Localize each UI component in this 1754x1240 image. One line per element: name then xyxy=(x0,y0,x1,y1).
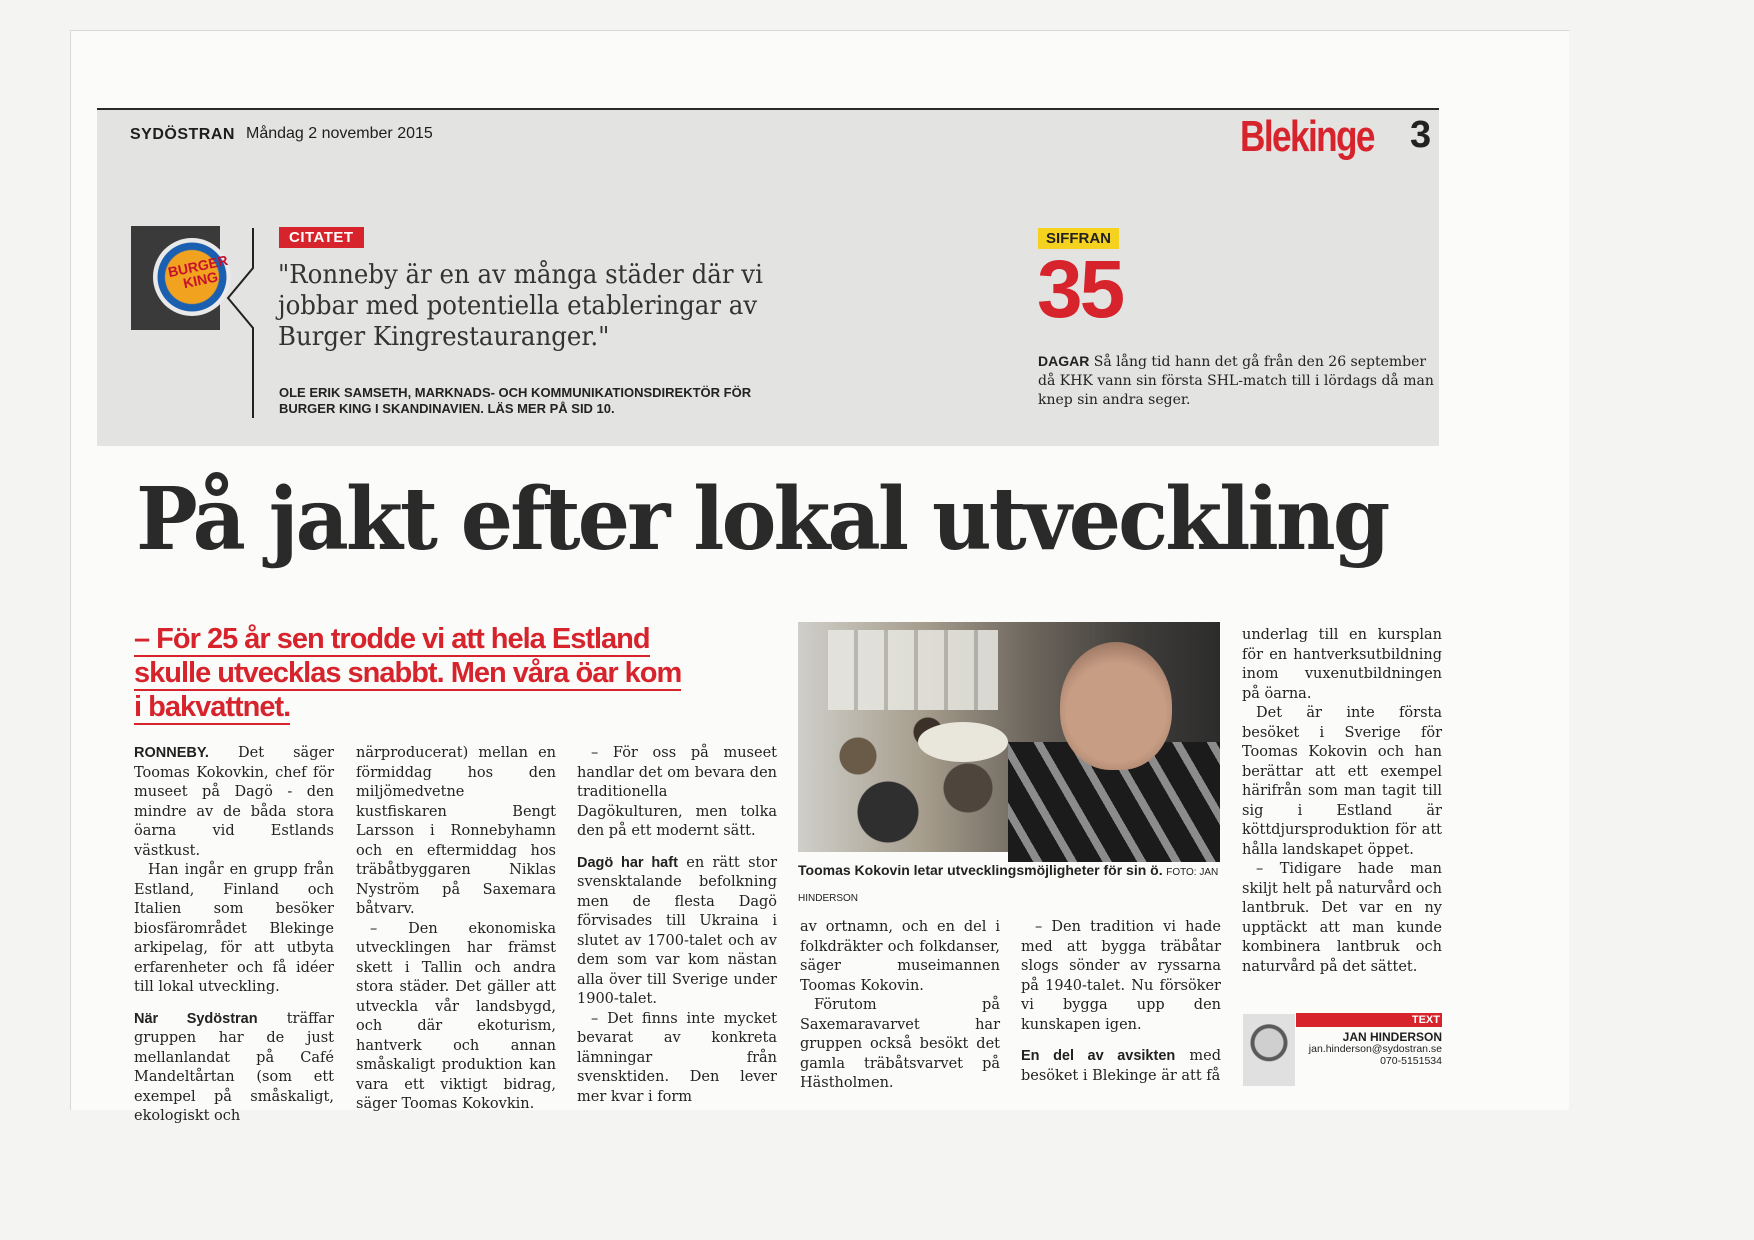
paragraph: – Den tradition vi hade med att bygga träbåtar slogs sönder av ryssarna på 1940-talet. Nu försöker vi bygga upp den kunskapen igen. xyxy=(1021,919,1221,1033)
article-column-4 xyxy=(800,918,1000,1094)
paragraph: – Det finns inte mycket bevarat av konkreta lämningar från svensktiden. Den lever mer kvar i form xyxy=(577,1010,777,1105)
burger-king-logo-text: BURGER KING xyxy=(166,251,230,292)
paragraph-text: Det säger Toomas Kokovkin, chef för museet på Dagö - den mindre av de båda stora öarna vid Estlands västkust. xyxy=(134,745,334,859)
photo-group-people xyxy=(818,692,1018,852)
photo-caption xyxy=(798,858,1228,911)
dateline: RONNEBY. xyxy=(134,745,209,761)
paragraph: Det är inte första besöket i Sverige för Toomas Kokovin och han berättar att ett exempel härifrån som man tagit till sig i Estland är köttdjursproduktion för att hålla landskapet öppet. xyxy=(1242,705,1442,858)
byline-avatar xyxy=(1243,1014,1295,1086)
article-column-5 xyxy=(1021,918,1221,1086)
masthead-rule xyxy=(97,108,1439,110)
siffran-tag: SIFFRAN xyxy=(1038,228,1119,249)
paragraph: Han ingår en grupp från Estland, Finland och Italien som besöker biosfärområdet Blekinge arkipelag, för att utbyta erfarenheter och få idéer till lokal utveckling. xyxy=(134,862,334,995)
photo-credit: FOTO: JAN HINDERSON xyxy=(798,867,1219,904)
burger-king-logo-photo xyxy=(131,226,230,330)
paragraph xyxy=(1021,1047,1221,1086)
masthead-brand: SYDÖSTRAN xyxy=(130,126,235,143)
paragraph xyxy=(134,744,334,861)
paragraph: Förutom på Saxemaravarvet har gruppen också besökt det gamla träbåtsvarvet på Hästholmen. xyxy=(800,997,1000,1091)
byline-label: TEXT xyxy=(1411,1014,1440,1026)
article-headline: På jakt efter lokal utveckling xyxy=(136,469,1388,570)
paragraph: – Tidigare hade man skiljt helt på naturvård och lantbruk. Det var en ny upptäckt att man kunde kombinera lantbruk och naturvård på det sättet. xyxy=(1242,861,1442,975)
article-column-1 xyxy=(134,744,334,1127)
byline-email-link[interactable]: jan.hinderson@sydostran.se xyxy=(1308,1043,1442,1055)
photo-caption-text: Toomas Kokovin letar utvecklingsmöjligheter för sin ö. xyxy=(798,862,1163,878)
article-column-2 xyxy=(356,744,556,1115)
masthead-date: Måndag 2 november 2015 xyxy=(246,125,433,142)
paragraph: närproducerat) mellan en förmiddag hos den miljömedvetne kustfiskaren Bengt Larsson i Ronnebyhamn och en eftermiddag hos träbåtbyggaren Niklas Nyström på Saxemara båtvarv. xyxy=(356,745,556,917)
article-lead-text: – För 25 år sen trodde vi att hela Estland skulle utvecklas snabbt. Men våra öar kom i bakvattnet. xyxy=(134,623,682,723)
siffran-body: Så lång tid hann det gå från den 26 september då KHK vann sin första SHL-match till i lördags då man knep sin andra seger. xyxy=(1038,354,1434,408)
quote-bracket xyxy=(226,228,254,418)
paragraph: – Den ekonomiska utvecklingen har främst skett i Tallin och andra stora städer. Det gäller att utveckla vår landsbygd, och där ekoturism, hantverk och annan småskaligt produktion kan vara ett viktigt bidrag, säger Toomas Kokovkin. xyxy=(356,920,556,1112)
article-lead xyxy=(134,622,694,724)
page-number: 3 xyxy=(1410,114,1432,156)
paragraph xyxy=(577,854,777,1010)
article-column-3 xyxy=(577,744,777,1107)
siffran-text xyxy=(1038,352,1438,410)
citatet-tag: CITATET xyxy=(279,227,364,248)
byline-name: JAN HINDERSON xyxy=(1342,1030,1442,1044)
paragraph-text: med besöket i Blekinge är att få xyxy=(1021,1048,1221,1084)
article-photo xyxy=(798,622,1220,852)
section-title: Blekinge xyxy=(1240,112,1374,161)
citatet-source: OLE ERIK SAMSETH, MARKNADS- OCH KOMMUNIKATIONSDIREKTÖR FÖR BURGER KING I SKANDINAVIEN. LÄS MER PÅ SID 10. xyxy=(279,385,752,416)
paragraph: av ortnamn, och en del i folkdräkter och folkdanser, säger museimannen Toomas Kokovin. xyxy=(800,919,1000,994)
photo-man-face xyxy=(1060,642,1172,770)
paragraph-text: träffar gruppen har de just mellanlandat på Café Mandeltårtan (som ett exempel på småskaligt, ekologiskt och xyxy=(134,1010,334,1124)
citatet-quote: "Ronneby är en av många städer där vi jobbar med potentiella etableringar av Burger Kingrestauranger." xyxy=(278,260,763,352)
siffran-label: DAGAR xyxy=(1038,353,1090,369)
paragraph-lead-in: När Sydöstran xyxy=(134,1010,258,1027)
siffran-number: 35 xyxy=(1037,244,1123,335)
paragraph-lead-in: En del av avsikten xyxy=(1021,1048,1176,1064)
article-column-6 xyxy=(1242,626,1442,977)
photo-table xyxy=(918,722,1008,762)
paragraph: underlag till en kursplan för en hantverksutbildning inom vuxenutbildningen på öarna. xyxy=(1242,627,1442,702)
paragraph-text: en rätt stor svensktalande befolkning men de flesta Dagö förvisades till Ukraina i slutet av 1700-talet och av dem som var kom nästan alla över till Sverige under 1900-talet. xyxy=(577,854,777,1007)
paragraph-lead-in: Dagö har haft xyxy=(577,854,678,871)
paragraph xyxy=(134,1010,334,1127)
paragraph: – För oss på museet handlar det om bevara den traditionella Dagökulturen, men tolka den på ett modernt sätt. xyxy=(577,745,777,839)
byline-phone: 070-5151534 xyxy=(1380,1055,1442,1067)
